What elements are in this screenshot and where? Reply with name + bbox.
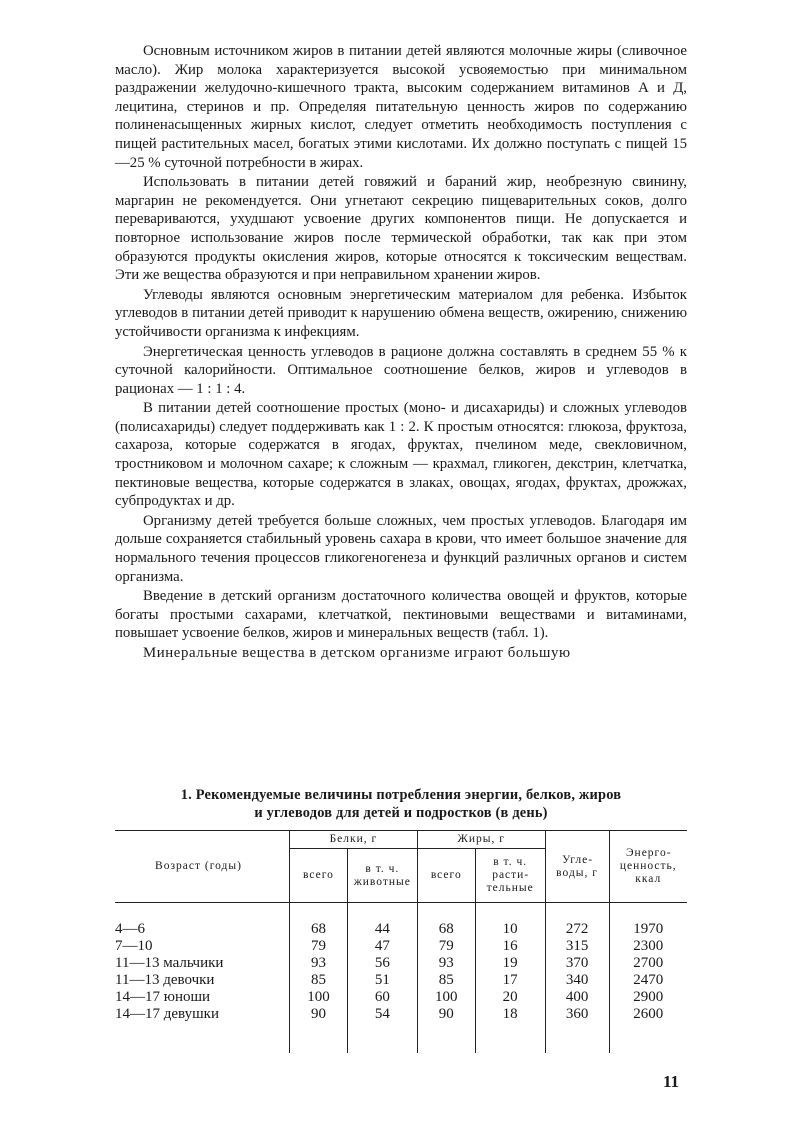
cell-fat-plant: 19 xyxy=(475,955,545,972)
paragraph-carbohydrates: Углеводы являются основным энергетическим материалом для ребенка. Избыток углеводов в питании детей приводит к нарушению обмена веществ, ожирению, снижению устойчивости организма к инфекциям. xyxy=(115,286,687,340)
cell-protein-animal: 51 xyxy=(347,972,417,989)
header-protein-total: всего xyxy=(290,849,348,903)
cell-age: 11—13 девочки xyxy=(115,972,215,988)
cell-age: 14—17 юноши xyxy=(115,989,211,1005)
cell-carbs: 315 xyxy=(545,938,609,955)
paragraph-carb-energy: Энергетическая ценность углеводов в рационе должна составлять в среднем 55 % к суточной калорийности. Оптимальное соотношение белков, жиров и углеводов в рационах — 1 : 1 : 4. xyxy=(115,343,687,397)
paragraph-complex-carbs: Организму детей требуется больше сложных, чем простых углеводов. Благодаря им дольше сохраняется стабильный уровень сахара в крови, что имеет большое значение для нормального течения процессов гликогеногенеза и функций различных органов и систем организма. xyxy=(115,512,687,585)
cell-age: 11—13 мальчики xyxy=(115,955,224,971)
cell-protein: 85 xyxy=(290,972,348,989)
cell-protein: 79 xyxy=(290,938,348,955)
cell-fat-plant: 20 xyxy=(475,989,545,1006)
cell-carbs: 360 xyxy=(545,1006,609,1053)
header-protein-animal: в т. ч. животные xyxy=(347,849,417,903)
header-fat: Жиры, г xyxy=(417,831,545,849)
body-text xyxy=(115,42,687,663)
cell-protein: 68 xyxy=(290,903,348,939)
cell-energy: 2300 xyxy=(609,938,687,955)
cell-fat: 90 xyxy=(417,1006,475,1053)
cell-protein-animal: 60 xyxy=(347,989,417,1006)
paragraph-milk-fats: Основным источником жиров в питании детей являются молочные жиры (сливочное масло). Жир молока характеризуется высокой усвояемостью при минимальном раздражении желудочно-кишечного тракта, высоким содержанием витаминов А и Д, лецитина, стеринов и пр. Определяя питательную ценность жиров по содержанию полиненасыщенных жирных кислот, следует отметить необходимость поступления с пищей растительных масел, богатых этими кислотами. Их должно поступать с пищей 15—25 % суточной потребности в жирах. xyxy=(115,43,687,171)
header-fat-total: всего xyxy=(417,849,475,903)
table-row xyxy=(115,972,687,989)
cell-fat-plant: 18 xyxy=(475,1006,545,1053)
cell-fat: 85 xyxy=(417,972,475,989)
cell-energy: 2600 xyxy=(609,1006,687,1053)
cell-fat-plant: 10 xyxy=(475,903,545,939)
nutrition-table xyxy=(115,830,687,1053)
cell-carbs: 400 xyxy=(545,989,609,1006)
cell-energy: 1970 xyxy=(609,903,687,939)
cell-fat: 100 xyxy=(417,989,475,1006)
cell-protein: 100 xyxy=(290,989,348,1006)
cell-carbs: 370 xyxy=(545,955,609,972)
table-row xyxy=(115,938,687,955)
paragraph-fats-not-recommended: Использовать в питании детей говяжий и бараний жир, необрезную свинину, маргарин не рекомендуется. Они угнетают секрецию пищеварительных соков, долго перевариваются, ухудшают усвоение других компонентов пищи. Не допускается и повторное использование жиров после термической обработки, так как при этом образуются продукты окисления жиров, которые относятся к токсическим веществам. Эти же вещества образуются и при неправильном хранении жиров. xyxy=(115,174,687,284)
cell-fat: 93 xyxy=(417,955,475,972)
cell-age: 7—10 xyxy=(115,938,153,954)
header-fat-plant: в т. ч. растительные xyxy=(475,849,545,903)
table-row xyxy=(115,903,687,939)
cell-protein-animal: 54 xyxy=(347,1006,417,1053)
table-row xyxy=(115,989,687,1006)
table-caption-line2: и углеводов для детей и подростков (в день) xyxy=(254,805,548,821)
paragraph-minerals: Минеральные вещества в детском организме играют большую xyxy=(143,645,571,661)
header-carbs: Углеводы, г xyxy=(545,831,609,903)
cell-protein: 90 xyxy=(290,1006,348,1053)
header-energy: Энергоценность, ккал xyxy=(609,831,687,903)
header-age: Возраст (годы) xyxy=(115,831,290,903)
cell-protein-animal: 44 xyxy=(347,903,417,939)
cell-age: 14—17 девушки xyxy=(115,1006,219,1022)
cell-fat: 79 xyxy=(417,938,475,955)
cell-energy: 2900 xyxy=(609,989,687,1006)
cell-fat-plant: 16 xyxy=(475,938,545,955)
cell-protein-animal: 47 xyxy=(347,938,417,955)
table-caption xyxy=(118,786,684,822)
table-row xyxy=(115,1006,687,1053)
table-header-row xyxy=(115,831,687,849)
cell-energy: 2700 xyxy=(609,955,687,972)
paragraph-simple-complex: В питании детей соотношение простых (моно- и дисахариды) и сложных углеводов (полисахариды) следует поддерживать как 1 : 2. К простым относятся: глюкоза, фруктоза, сахароза, которые содержатся в ягодах, фруктах, пчелином меде, свекловичном, тростниковом и молочном сахаре; к сложным — крахмал, гликоген, декстрин, клетчатка, пектиновые вещества, которые содержатся в злаках, овощах, ягодах, фруктах, дрожжах, субпродуктах и др. xyxy=(115,400,687,510)
table-caption-line1: 1. Рекомендуемые величины потребления энергии, белков, жиров xyxy=(180,787,622,803)
cell-energy: 2470 xyxy=(609,972,687,989)
cell-carbs: 340 xyxy=(545,972,609,989)
cell-protein: 93 xyxy=(290,955,348,972)
cell-carbs: 272 xyxy=(545,903,609,939)
table-row xyxy=(115,955,687,972)
paragraph-vegetables: Введение в детский организм достаточного количества овощей и фруктов, которые богаты простыми сахарами, клетчаткой, пектиновыми веществами и витаминами, повышает усвоение белков, жиров и минеральных веществ (табл. 1). xyxy=(115,588,687,642)
cell-fat-plant: 17 xyxy=(475,972,545,989)
cell-fat: 68 xyxy=(417,903,475,939)
page-number: 11 xyxy=(663,1072,680,1091)
cell-protein-animal: 56 xyxy=(347,955,417,972)
cell-age: 4—6 xyxy=(115,921,145,937)
header-protein: Белки, г xyxy=(290,831,418,849)
